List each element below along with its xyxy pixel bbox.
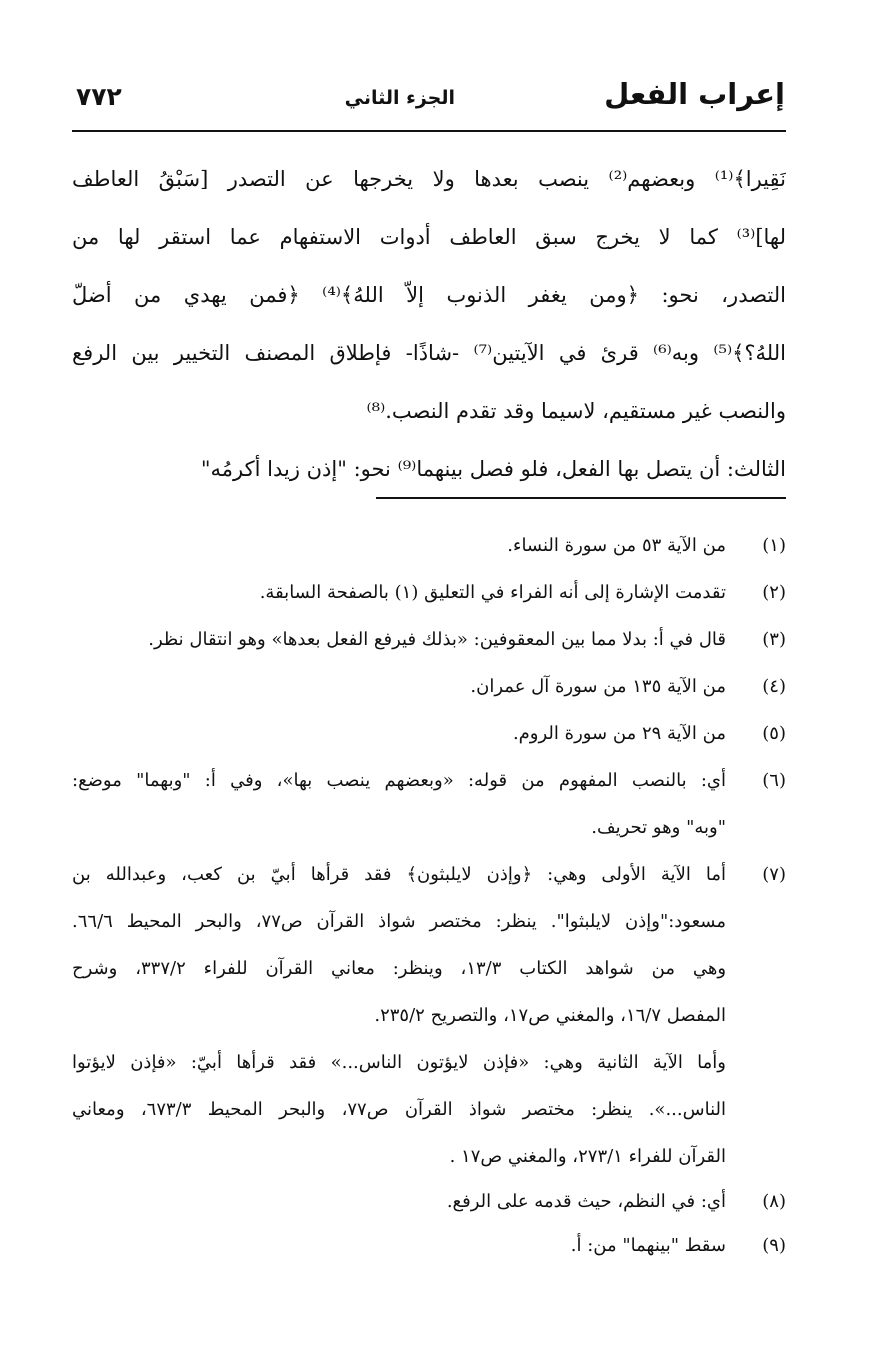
footnotes: [72, 522, 786, 1268]
footnote-continuation: [72, 804, 786, 851]
footnote-text: من الآية ٥٣ من سورة النساء.: [507, 535, 726, 556]
main-text-line: نَقِيرا﴾⁽¹⁾ وبعضهم⁽²⁾ ينصب بعدها ولا يخرجها عن التصدر [سَبْقُ العاطف: [72, 167, 786, 191]
footnote-number: (٥): [762, 723, 786, 744]
footnote-continuation: [72, 1086, 786, 1133]
footnote-continuation: [72, 992, 786, 1039]
footnote-separator: [376, 497, 786, 499]
footnote-text: أما الآية الأولى وهي: ﴿وإذن لايلبثون﴾ فقد قرأها أبيّ بن كعب، وعبدالله بن: [72, 864, 726, 885]
footnote: [72, 851, 786, 898]
footnote-text: من الآية ١٣٥ من سورة آل عمران.: [470, 676, 726, 697]
footnote-text: القرآن للفراء ٢٧٣/١، والمغني ص١٧ .: [449, 1146, 726, 1167]
footnote-text: وهي من شواهد الكتاب ١٣/٣، وينظر: معاني القرآن للفراء ٣٣٧/٢، وشرح: [72, 958, 726, 979]
header-rule: [72, 130, 786, 132]
page-number: ٧٧٢: [76, 82, 122, 111]
footnote-text: المفصل ١٦/٧، والمغني ص١٧، والتصريح ٢٣٥/٢.: [374, 1005, 726, 1026]
footnote-text: الناس...». ينظر: مختصر شواذ القرآن ص٧٧، والبحر المحيط ٦٧٣/٣، ومعاني: [72, 1099, 726, 1120]
footnote-continuation: [72, 1039, 786, 1086]
footnote-text: أي: بالنصب المفهوم من قوله: «وبعضهم ينصب بها»، وفي أ: "وبهما" موضع:: [72, 770, 726, 791]
footnote-number: (٧): [762, 864, 786, 885]
book-title: إعراب الفعل: [604, 77, 785, 111]
footnote-text: قال في أ: بدلا مما بين المعقوفين: «بذلك فيرفع الفعل بعدها» وهو انتقال نظر.: [148, 629, 726, 650]
main-text-line: التصدر، نحو: ﴿ومن يغفر الذنوب إلاّ اللهُ﴾⁽⁴⁾ ﴿فمن يهدي من أضلّ: [72, 283, 786, 307]
footnote: [72, 522, 786, 569]
page-header: [72, 72, 785, 122]
footnote-number: (٣): [762, 629, 786, 650]
footnote-continuation: [72, 1133, 786, 1180]
footnote-text: أي: في النظم، حيث قدمه على الرفع.: [446, 1191, 726, 1212]
footnote-text: سقط "بينهما" من: أ.: [570, 1235, 726, 1256]
main-text: [72, 150, 786, 498]
footnote-number: (٢): [762, 582, 786, 603]
main-text-line: الثالث: أن يتصل بها الفعل، فلو فصل بينهما⁽⁹⁾ نحو: "إذن زيدا أكرمُه": [200, 457, 786, 481]
footnote-number: (١): [762, 535, 786, 556]
main-text-line: اللهُ؟﴾⁽⁵⁾ وبه⁽⁶⁾ قرئ في الآيتين⁽⁷⁾ -شاذًا- فإطلاق المصنف التخيير بين الرفع: [72, 341, 786, 365]
footnote: [72, 757, 786, 804]
footnote: [72, 569, 786, 616]
main-text-line: لها]⁽³⁾ كما لا يخرج سبق العاطف أدوات الاستفهام عما استقر لها من: [72, 225, 786, 249]
footnote-text: تقدمت الإشارة إلى أنه الفراء في التعليق (١) بالصفحة السابقة.: [259, 582, 726, 603]
footnote-number: (٤): [762, 676, 786, 697]
footnote-continuation: [72, 898, 786, 945]
footnote-text: من الآية ٢٩ من سورة الروم.: [512, 723, 726, 744]
footnote-number: (٦): [762, 770, 786, 791]
footnote-number: (٨): [762, 1191, 786, 1212]
footnote: [72, 663, 786, 710]
footnote: [72, 710, 786, 757]
footnote-text: وأما الآية الثانية وهي: «فإذن لايؤتون الناس...» فقد قرأها أبيّ: «فإذن لايؤتوا: [72, 1052, 726, 1073]
footnote-continuation: [72, 945, 786, 992]
footnote: [72, 616, 786, 663]
part-title: الجزء الثاني: [344, 87, 455, 109]
footnote-number: (٩): [762, 1235, 786, 1256]
footnote: [72, 1224, 786, 1268]
footnote-text: مسعود:"وإذن لايلبثوا". ينظر: مختصر شواذ القرآن ص٧٧، والبحر المحيط ٦٦/٦.: [72, 911, 726, 932]
main-text-line: والنصب غير مستقيم، لاسيما وقد تقدم النصب.⁽⁸⁾: [366, 399, 786, 423]
footnote: [72, 1180, 786, 1224]
footnote-text: "وبه" وهو تحريف.: [591, 817, 726, 838]
